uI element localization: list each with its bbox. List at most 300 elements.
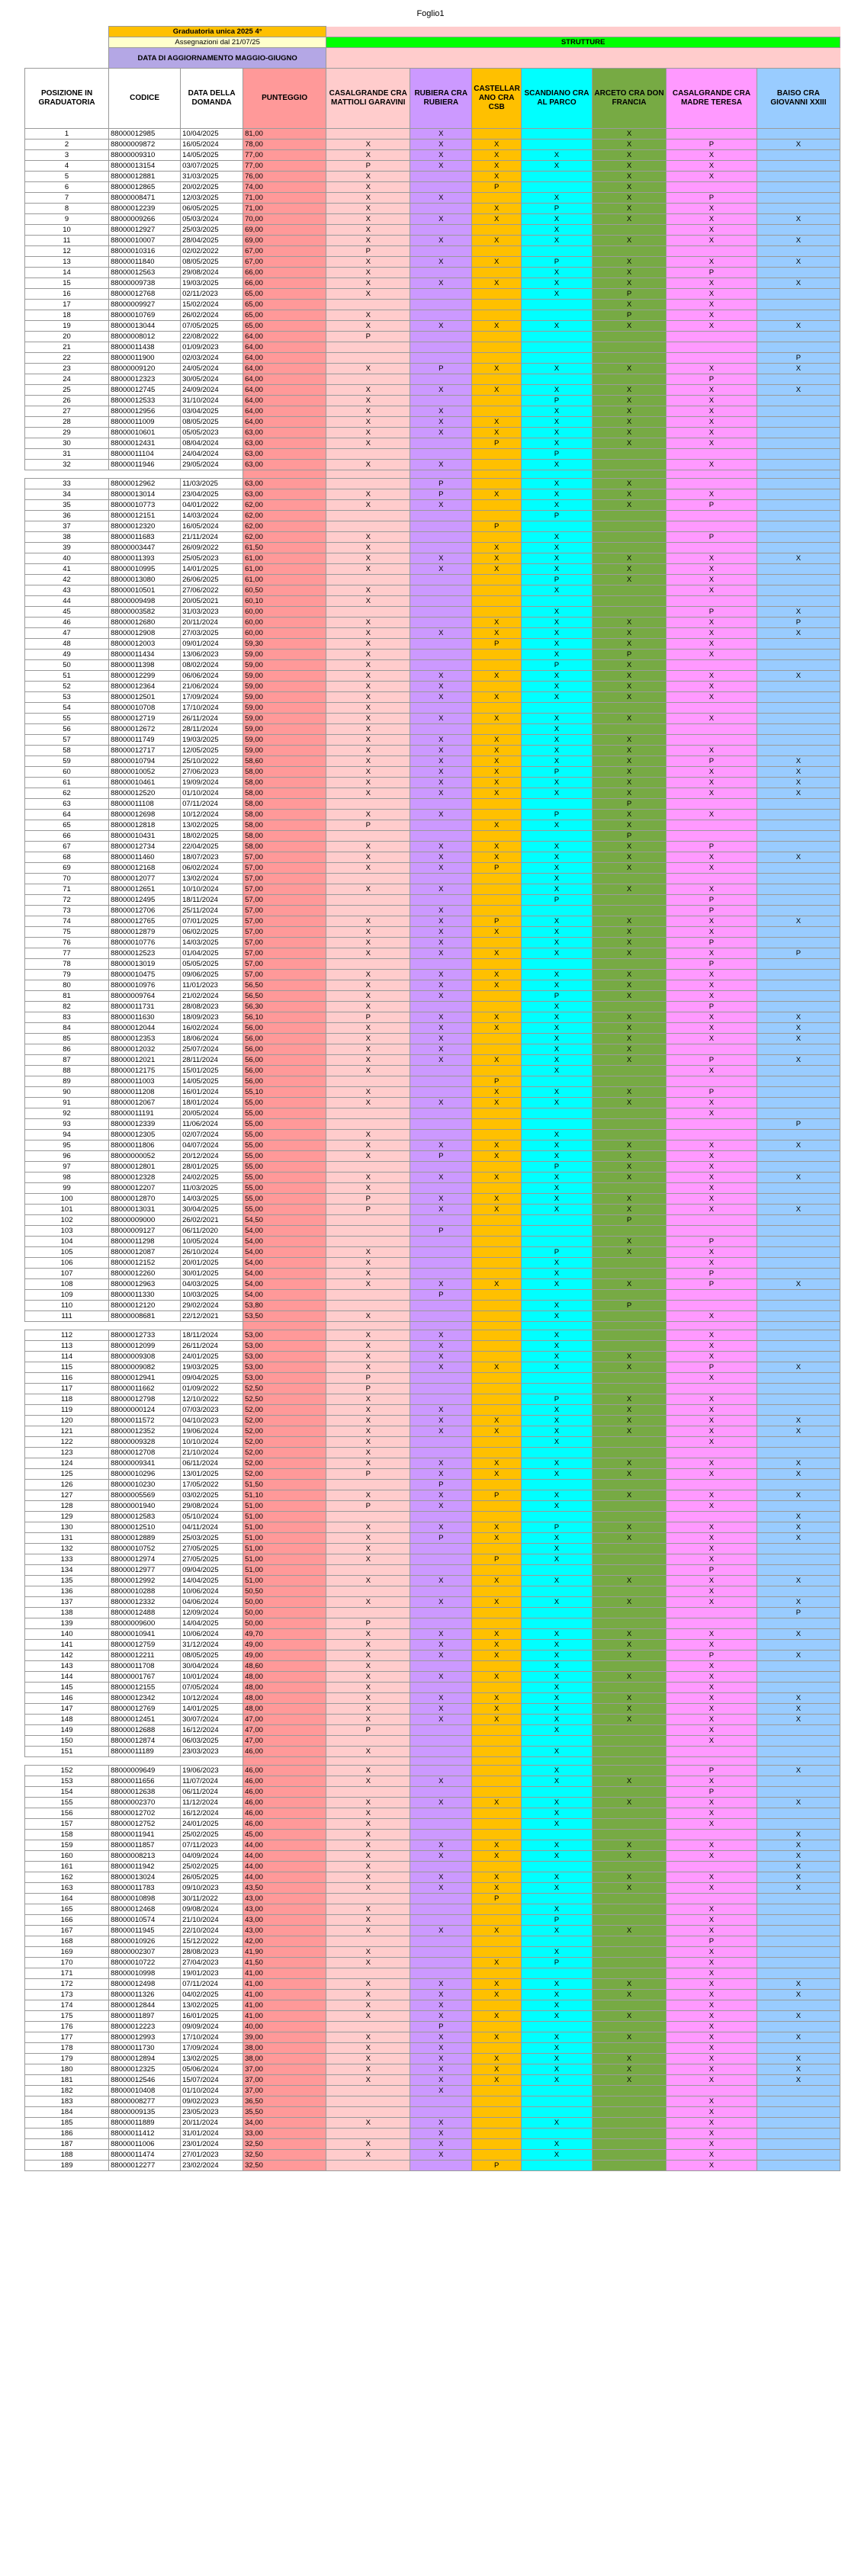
- table-row: [25, 1776, 840, 1787]
- table-row: [25, 692, 840, 703]
- baiso-cell: [757, 332, 840, 342]
- baiso-cell: [757, 2139, 840, 2150]
- rubiera-cell: X: [410, 1522, 472, 1533]
- score-cell: 59,00: [243, 714, 326, 724]
- rubiera-cell: [410, 1819, 472, 1830]
- position-cell: 13: [25, 257, 109, 268]
- casalgrande-madre-teresa-cell: X: [667, 2107, 757, 2118]
- date-cell: 04/01/2022: [181, 500, 243, 511]
- arceto-cell: [592, 874, 666, 884]
- scandiano-cell: X: [522, 225, 593, 236]
- separator-cell: [592, 1757, 666, 1766]
- casalgrande-mattioli-cell: X: [326, 682, 410, 692]
- scandiano-cell: P: [522, 1958, 593, 1968]
- arceto-cell: [592, 1808, 666, 1819]
- header-punteggio: PUNTEGGIO: [243, 69, 326, 129]
- casalgrande-mattioli-cell: [326, 1226, 410, 1237]
- casalgrande-madre-teresa-cell: P: [667, 532, 757, 543]
- date-cell: 26/09/2022: [181, 543, 243, 553]
- separator-row: [25, 1757, 840, 1766]
- castellarano-cell: [472, 2022, 522, 2032]
- casalgrande-madre-teresa-cell: X: [667, 852, 757, 863]
- scandiano-cell: X: [522, 1044, 593, 1055]
- score-cell: 40,00: [243, 2022, 326, 2032]
- position-cell: 23: [25, 364, 109, 374]
- table-row: [25, 374, 840, 385]
- table-row: [25, 767, 840, 778]
- casalgrande-mattioli-cell: X: [326, 2118, 410, 2128]
- separator-cell: [472, 1322, 522, 1330]
- position-cell: 189: [25, 2161, 109, 2171]
- castellarano-cell: [472, 1183, 522, 1194]
- date-cell: 03/02/2025: [181, 1490, 243, 1501]
- arceto-cell: P: [592, 650, 666, 660]
- rubiera-cell: [410, 703, 472, 714]
- position-cell: 28: [25, 417, 109, 428]
- position-cell: 62: [25, 788, 109, 799]
- table-row: [25, 511, 840, 521]
- position-cell: 2: [25, 140, 109, 150]
- date-cell: 05/10/2024: [181, 1512, 243, 1522]
- score-cell: 59,00: [243, 703, 326, 714]
- baiso-cell: X: [757, 2032, 840, 2043]
- baiso-cell: X: [757, 1140, 840, 1151]
- date-cell: 28/04/2025: [181, 236, 243, 246]
- casalgrande-madre-teresa-cell: X: [667, 1490, 757, 1501]
- baiso-cell: [757, 1087, 840, 1098]
- table-row: [25, 1872, 840, 1883]
- baiso-cell: [757, 938, 840, 948]
- arceto-cell: [592, 1341, 666, 1352]
- baiso-cell: [757, 1437, 840, 1448]
- date-cell: 04/10/2023: [181, 1416, 243, 1426]
- code-cell: 88000001940: [109, 1501, 181, 1512]
- arceto-cell: X: [592, 714, 666, 724]
- rubiera-cell: X: [410, 692, 472, 703]
- code-cell: 88000009328: [109, 1437, 181, 1448]
- casalgrande-mattioli-cell: [326, 1290, 410, 1301]
- scandiano-cell: X: [522, 1269, 593, 1279]
- baiso-cell: X: [757, 1597, 840, 1608]
- casalgrande-mattioli-cell: [326, 1119, 410, 1130]
- table-row: [25, 1448, 840, 1458]
- position-cell: 44: [25, 596, 109, 607]
- casalgrande-madre-teresa-cell: P: [667, 938, 757, 948]
- casalgrande-madre-teresa-cell: X: [667, 1469, 757, 1480]
- arceto-cell: X: [592, 161, 666, 172]
- casalgrande-madre-teresa-cell: X: [667, 2022, 757, 2032]
- casalgrande-mattioli-cell: X: [326, 1426, 410, 1437]
- score-cell: 58,00: [243, 842, 326, 852]
- rubiera-cell: P: [410, 2022, 472, 2032]
- baiso-cell: X: [757, 1426, 840, 1437]
- baiso-cell: X: [757, 1458, 840, 1469]
- date-cell: 22/04/2025: [181, 842, 243, 852]
- rubiera-cell: [410, 1437, 472, 1448]
- casalgrande-mattioli-cell: P: [326, 1501, 410, 1512]
- scandiano-cell: X: [522, 1872, 593, 1883]
- date-cell: 10/06/2024: [181, 1629, 243, 1640]
- castellarano-cell: X: [472, 1979, 522, 1990]
- baiso-cell: X: [757, 214, 840, 225]
- scandiano-cell: X: [522, 671, 593, 682]
- score-cell: 41,50: [243, 1958, 326, 1968]
- score-cell: 64,00: [243, 406, 326, 417]
- arceto-cell: X: [592, 991, 666, 1002]
- baiso-cell: [757, 182, 840, 193]
- casalgrande-madre-teresa-cell: [667, 660, 757, 671]
- casalgrande-madre-teresa-cell: X: [667, 1544, 757, 1554]
- baiso-cell: X: [757, 1173, 840, 1183]
- casalgrande-madre-teresa-cell: X: [667, 639, 757, 650]
- date-cell: 29/08/2024: [181, 268, 243, 278]
- baiso-cell: [757, 735, 840, 746]
- castellarano-cell: [472, 532, 522, 543]
- date-cell: 26/05/2025: [181, 1872, 243, 1883]
- casalgrande-mattioli-cell: X: [326, 406, 410, 417]
- baiso-cell: [757, 1130, 840, 1140]
- scandiano-cell: [522, 1119, 593, 1130]
- rubiera-cell: X: [410, 1405, 472, 1416]
- score-cell: 66,00: [243, 278, 326, 289]
- baiso-cell: [757, 895, 840, 906]
- score-cell: 59,00: [243, 682, 326, 692]
- casalgrande-madre-teresa-cell: X: [667, 618, 757, 628]
- scandiano-cell: X: [522, 2064, 593, 2075]
- position-cell: 185: [25, 2118, 109, 2128]
- date-cell: 10/12/2024: [181, 810, 243, 820]
- castellarano-cell: X: [472, 820, 522, 831]
- rubiera-cell: [410, 1183, 472, 1194]
- code-cell: 88000011749: [109, 735, 181, 746]
- casalgrande-mattioli-cell: [326, 1968, 410, 1979]
- code-cell: 88000012672: [109, 724, 181, 735]
- rubiera-cell: X: [410, 842, 472, 852]
- arceto-cell: X: [592, 1012, 666, 1023]
- code-cell: 88000012865: [109, 182, 181, 193]
- arceto-cell: [592, 2139, 666, 2150]
- casalgrande-mattioli-cell: X: [326, 1808, 410, 1819]
- rubiera-cell: X: [410, 140, 472, 150]
- casalgrande-madre-teresa-cell: X: [667, 810, 757, 820]
- table-row: [25, 714, 840, 724]
- table-row: [25, 1140, 840, 1151]
- arceto-cell: [592, 353, 666, 364]
- casalgrande-madre-teresa-cell: X: [667, 1640, 757, 1651]
- rubiera-cell: X: [410, 756, 472, 767]
- score-cell: 59,00: [243, 650, 326, 660]
- date-cell: 09/01/2024: [181, 639, 243, 650]
- code-cell: 88000010052: [109, 767, 181, 778]
- rubiera-cell: [410, 374, 472, 385]
- baiso-cell: X: [757, 628, 840, 639]
- table-row: [25, 1226, 840, 1237]
- castellarano-cell: [472, 246, 522, 257]
- scandiano-cell: X: [522, 236, 593, 246]
- baiso-cell: [757, 1747, 840, 1757]
- date-cell: 24/04/2024: [181, 449, 243, 460]
- date-cell: 14/03/2025: [181, 938, 243, 948]
- score-cell: 63,00: [243, 479, 326, 489]
- casalgrande-madre-teresa-cell: X: [667, 1672, 757, 1683]
- castellarano-cell: [472, 1618, 522, 1629]
- date-cell: 31/03/2025: [181, 172, 243, 182]
- casalgrande-madre-teresa-cell: X: [667, 1840, 757, 1851]
- separator-cell: [326, 1757, 410, 1766]
- rubiera-cell: X: [410, 278, 472, 289]
- score-cell: 37,00: [243, 2064, 326, 2075]
- rubiera-cell: X: [410, 1840, 472, 1851]
- casalgrande-mattioli-cell: X: [326, 396, 410, 406]
- castellarano-cell: [472, 500, 522, 511]
- score-cell: 50,00: [243, 1618, 326, 1629]
- position-cell: 155: [25, 1798, 109, 1808]
- position-cell: 140: [25, 1629, 109, 1640]
- casalgrande-mattioli-cell: X: [326, 1544, 410, 1554]
- table-row: [25, 2000, 840, 2011]
- date-cell: 27/04/2023: [181, 1958, 243, 1968]
- arceto-cell: [592, 1661, 666, 1672]
- code-cell: 88000012977: [109, 1565, 181, 1576]
- score-cell: 55,10: [243, 1087, 326, 1098]
- arceto-cell: [592, 1915, 666, 1926]
- position-cell: 146: [25, 1693, 109, 1704]
- rubiera-cell: [410, 874, 472, 884]
- scandiano-cell: X: [522, 161, 593, 172]
- separator-cell: [25, 1322, 109, 1330]
- casalgrande-madre-teresa-cell: [667, 543, 757, 553]
- date-cell: 11/01/2023: [181, 980, 243, 991]
- castellarano-cell: P: [472, 1490, 522, 1501]
- table-row: [25, 2011, 840, 2022]
- baiso-cell: [757, 1915, 840, 1926]
- arceto-cell: X: [592, 1651, 666, 1661]
- scandiano-cell: X: [522, 724, 593, 735]
- casalgrande-mattioli-cell: X: [326, 1490, 410, 1501]
- rubiera-cell: X: [410, 1704, 472, 1715]
- code-cell: 88000013024: [109, 1872, 181, 1883]
- casalgrande-madre-teresa-cell: X: [667, 278, 757, 289]
- arceto-cell: [592, 1554, 666, 1565]
- position-cell: 21: [25, 342, 109, 353]
- scandiano-cell: X: [522, 1715, 593, 1725]
- code-cell: 88000010776: [109, 938, 181, 948]
- castellarano-cell: X: [472, 1416, 522, 1426]
- arceto-cell: [592, 1130, 666, 1140]
- baiso-cell: [757, 1258, 840, 1269]
- date-cell: 07/11/2024: [181, 799, 243, 810]
- date-cell: 25/03/2025: [181, 1533, 243, 1544]
- casalgrande-mattioli-cell: X: [326, 489, 410, 500]
- score-cell: 47,00: [243, 1725, 326, 1736]
- castellarano-cell: [472, 2043, 522, 2054]
- code-cell: 88000012003: [109, 639, 181, 650]
- code-cell: 88000013080: [109, 575, 181, 585]
- position-cell: 170: [25, 1958, 109, 1968]
- castellarano-cell: X: [472, 1458, 522, 1469]
- baiso-cell: [757, 714, 840, 724]
- code-cell: 88000012364: [109, 682, 181, 692]
- score-cell: 58,00: [243, 778, 326, 788]
- casalgrande-madre-teresa-cell: P: [667, 1087, 757, 1098]
- scandiano-cell: [522, 332, 593, 342]
- casalgrande-madre-teresa-cell: X: [667, 970, 757, 980]
- arceto-cell: [592, 1586, 666, 1597]
- code-cell: 88000011731: [109, 1002, 181, 1012]
- position-cell: 131: [25, 1533, 109, 1544]
- castellarano-cell: [472, 724, 522, 735]
- baiso-cell: [757, 842, 840, 852]
- scandiano-cell: [522, 1373, 593, 1384]
- arceto-cell: [592, 1787, 666, 1798]
- arceto-cell: X: [592, 364, 666, 374]
- castellarano-cell: [472, 1405, 522, 1416]
- scandiano-cell: X: [522, 1640, 593, 1651]
- baiso-cell: [757, 1448, 840, 1458]
- scandiano-cell: [522, 342, 593, 353]
- code-cell: 88000010431: [109, 831, 181, 842]
- casalgrande-madre-teresa-cell: X: [667, 1352, 757, 1362]
- rubiera-cell: X: [410, 1926, 472, 1936]
- casalgrande-madre-teresa-cell: X: [667, 1819, 757, 1830]
- code-cell: 88000012708: [109, 1448, 181, 1458]
- casalgrande-mattioli-cell: X: [326, 321, 410, 332]
- rubiera-cell: [410, 225, 472, 236]
- table-row: [25, 1194, 840, 1205]
- table-row: [25, 353, 840, 364]
- casalgrande-mattioli-cell: X: [326, 852, 410, 863]
- score-cell: 32,50: [243, 2139, 326, 2150]
- table-row: [25, 1002, 840, 1012]
- casalgrande-madre-teresa-cell: X: [667, 1725, 757, 1736]
- rubiera-cell: X: [410, 2064, 472, 2075]
- date-cell: 01/09/2022: [181, 1384, 243, 1394]
- arceto-cell: [592, 1448, 666, 1458]
- code-cell: 88000002370: [109, 1798, 181, 1808]
- baiso-cell: [757, 396, 840, 406]
- baiso-cell: X: [757, 1990, 840, 2000]
- arceto-cell: X: [592, 428, 666, 438]
- score-cell: 55,00: [243, 1205, 326, 1215]
- position-cell: 60: [25, 767, 109, 778]
- arceto-cell: [592, 2000, 666, 2011]
- casalgrande-madre-teresa-cell: X: [667, 364, 757, 374]
- arceto-cell: X: [592, 438, 666, 449]
- scandiano-cell: [522, 1608, 593, 1618]
- date-cell: 15/02/2024: [181, 300, 243, 310]
- table-row: [25, 1034, 840, 1044]
- baiso-cell: [757, 1565, 840, 1576]
- code-cell: 88000012881: [109, 172, 181, 182]
- arceto-cell: X: [592, 1205, 666, 1215]
- castellarano-cell: [472, 2118, 522, 2128]
- castellarano-cell: [472, 1373, 522, 1384]
- date-cell: 07/11/2023: [181, 1840, 243, 1851]
- rubiera-cell: X: [410, 1715, 472, 1725]
- baiso-cell: X: [757, 1533, 840, 1544]
- arceto-cell: [592, 1819, 666, 1830]
- table-row: [25, 938, 840, 948]
- baiso-cell: X: [757, 916, 840, 927]
- code-cell: 88000011434: [109, 650, 181, 660]
- casalgrande-mattioli-cell: X: [326, 884, 410, 895]
- baiso-cell: [757, 1904, 840, 1915]
- code-cell: 88000012563: [109, 268, 181, 278]
- casalgrande-madre-teresa-cell: X: [667, 1776, 757, 1787]
- table-row: [25, 948, 840, 959]
- code-cell: 88000012087: [109, 1247, 181, 1258]
- date-cell: 06/11/2020: [181, 1226, 243, 1237]
- position-cell: 65: [25, 820, 109, 831]
- table-row: [25, 1936, 840, 1947]
- table-row: [25, 1480, 840, 1490]
- position-cell: 132: [25, 1544, 109, 1554]
- arceto-cell: [592, 2107, 666, 2118]
- rubiera-cell: [410, 895, 472, 906]
- castellarano-cell: [472, 1258, 522, 1269]
- date-cell: 09/08/2024: [181, 1904, 243, 1915]
- scandiano-cell: X: [522, 1776, 593, 1787]
- scandiano-cell: X: [522, 1330, 593, 1341]
- castellarano-cell: [472, 310, 522, 321]
- scandiano-cell: X: [522, 214, 593, 225]
- date-cell: 17/09/2024: [181, 2043, 243, 2054]
- castellarano-cell: X: [472, 980, 522, 991]
- casalgrande-mattioli-cell: X: [326, 1872, 410, 1883]
- position-cell: 150: [25, 1736, 109, 1747]
- code-cell: 88000011708: [109, 1661, 181, 1672]
- rubiera-cell: X: [410, 460, 472, 470]
- position-cell: 7: [25, 193, 109, 204]
- position-cell: 46: [25, 618, 109, 628]
- baiso-cell: X: [757, 236, 840, 246]
- casalgrande-mattioli-cell: X: [326, 438, 410, 449]
- arceto-cell: X: [592, 1426, 666, 1437]
- scandiano-cell: P: [522, 895, 593, 906]
- score-cell: 63,00: [243, 489, 326, 500]
- code-cell: 88000012985: [109, 129, 181, 140]
- baiso-cell: [757, 2096, 840, 2107]
- score-cell: 64,00: [243, 374, 326, 385]
- baiso-cell: X: [757, 1416, 840, 1426]
- castellarano-cell: [472, 1215, 522, 1226]
- table-row: [25, 543, 840, 553]
- position-cell: 181: [25, 2075, 109, 2086]
- code-cell: 88000012332: [109, 1597, 181, 1608]
- position-cell: 96: [25, 1151, 109, 1162]
- code-cell: 88000012765: [109, 916, 181, 927]
- rubiera-cell: [410, 2096, 472, 2107]
- casalgrande-madre-teresa-cell: X: [667, 1904, 757, 1915]
- code-cell: 88000012498: [109, 1979, 181, 1990]
- position-cell: 89: [25, 1076, 109, 1087]
- rubiera-cell: X: [410, 1044, 472, 1055]
- scandiano-cell: [522, 1936, 593, 1947]
- date-cell: 27/01/2023: [181, 2150, 243, 2161]
- casalgrande-mattioli-cell: X: [326, 428, 410, 438]
- baiso-cell: [757, 1237, 840, 1247]
- arceto-cell: X: [592, 385, 666, 396]
- table-row: [25, 1469, 840, 1480]
- castellarano-cell: X: [472, 1522, 522, 1533]
- rubiera-cell: [410, 449, 472, 460]
- rubiera-cell: [410, 585, 472, 596]
- scandiano-cell: X: [522, 1533, 593, 1544]
- baiso-cell: P: [757, 1608, 840, 1618]
- code-cell: 88000011656: [109, 1776, 181, 1787]
- table-row: [25, 396, 840, 406]
- arceto-cell: [592, 703, 666, 714]
